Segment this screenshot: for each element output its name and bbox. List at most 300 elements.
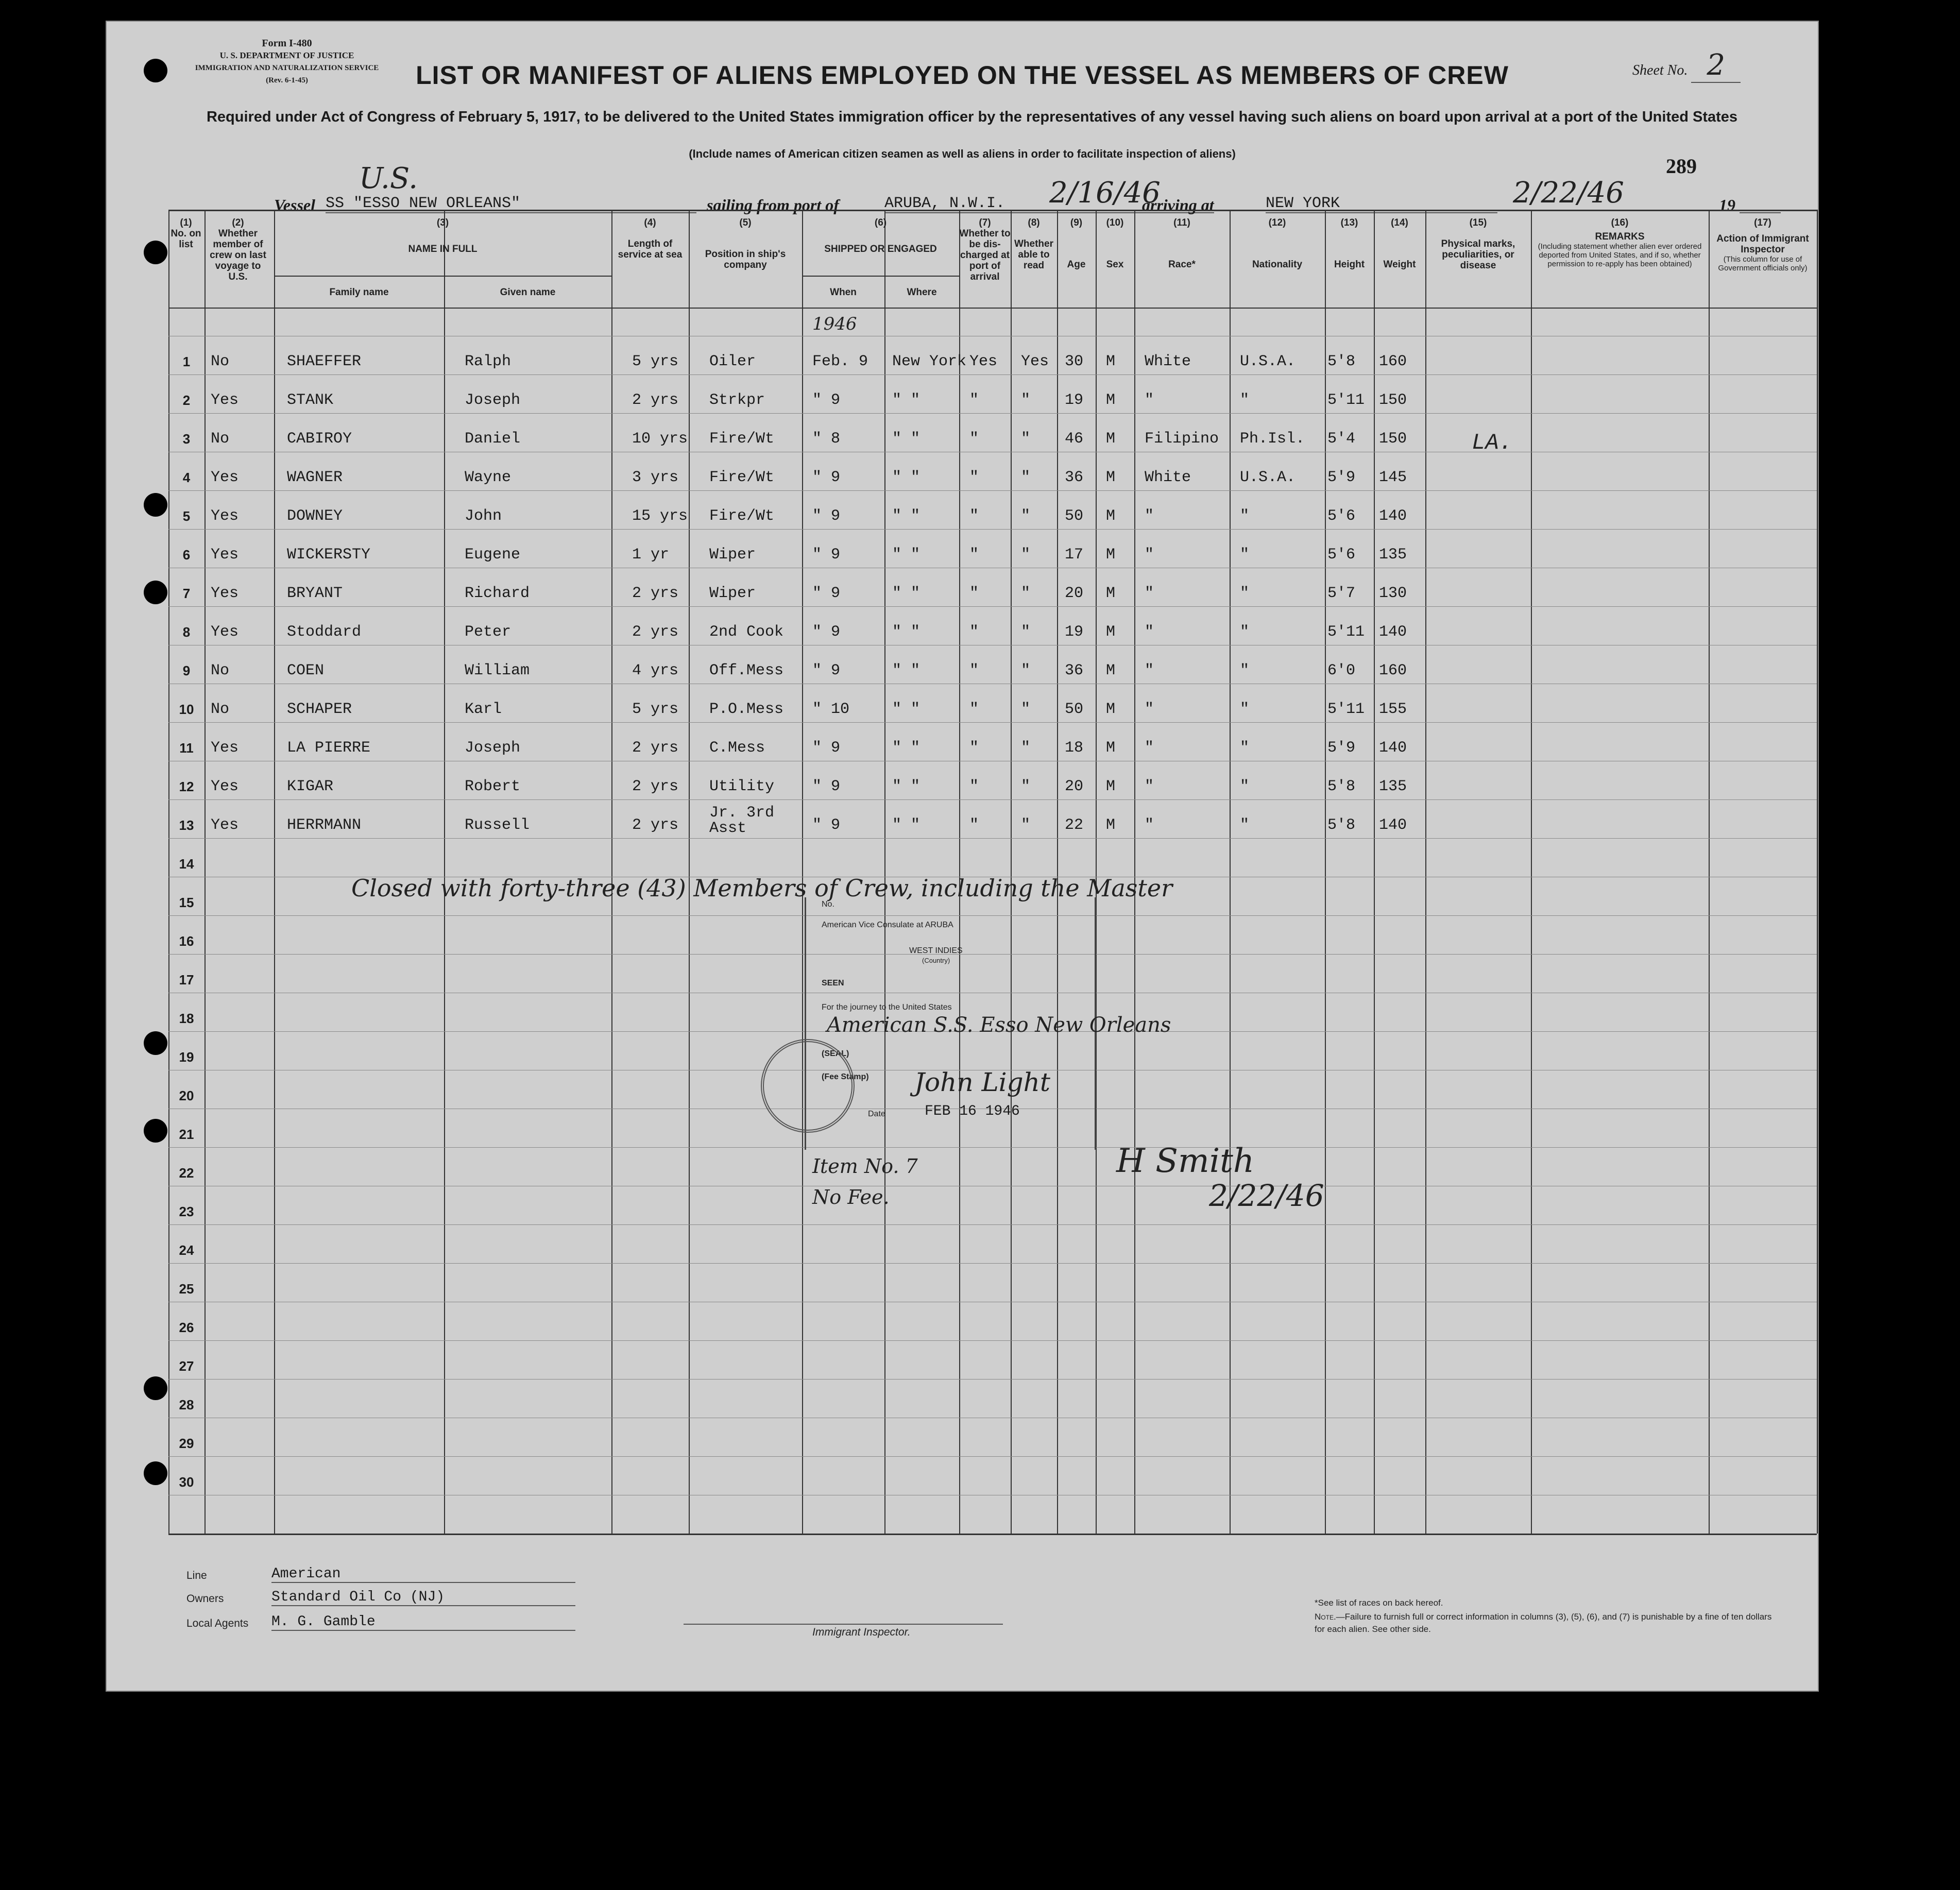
col9-header [1057,217,1096,270]
cell-given: Robert [465,778,521,795]
cell-when: " 9 [812,391,841,409]
col4-num: (4) [644,217,656,228]
row-rule [168,1224,1817,1225]
cell-when: " 9 [812,662,841,679]
col9-num: (9) [1070,217,1083,228]
name-subheader-line [274,276,611,277]
row-number: 4 [182,470,191,485]
cell-height: 5'9 [1327,739,1356,757]
cell-position: Off.Mess [709,662,784,679]
cell-family: KIGAR [287,778,334,795]
col5-label: Position in ship's company [705,249,786,270]
cell-last: Yes [211,816,239,834]
cell-sex: M [1106,507,1116,525]
column-divider [1011,210,1012,1534]
column-divider [959,210,960,1534]
cell-height: 5'8 [1327,353,1356,370]
inspector-signature: H Smith [1116,1142,1255,1180]
given-name-header: Given name [500,287,556,298]
col8-num: (8) [1028,217,1040,228]
cell-discharged: " [969,507,979,525]
inspector-note: (This column for use of Government officials only) [1718,255,1808,273]
punch-hole [144,581,167,604]
cell-service: 10 yrs [632,430,688,448]
races-note: *See list of races on back hereof. [1315,1598,1443,1608]
cell-weight: 140 [1379,739,1407,757]
year-label: 19 [1719,196,1735,214]
col7-num: (7) [979,217,991,228]
cell-where: " " [892,469,921,486]
cell-discharged: " [969,546,979,564]
cell-weight: 150 [1379,430,1407,448]
punch-hole [144,241,167,264]
family-name-header: Family name [329,287,389,298]
col11-header [1134,217,1230,270]
cell-where: " " [892,739,921,757]
cell-position: Jr. 3rd Asst [709,804,775,837]
include-note: (Include names of American citizen seamen as well as aliens in order to facilitate inspection of aliens) [689,147,1236,160]
cell-family: DOWNEY [287,507,343,525]
vessel-name: SS "ESSO NEW ORLEANS" [326,195,696,213]
stamp-seen: SEEN [822,979,844,987]
col16-num: (16) [1611,217,1629,228]
cell-weight: 130 [1379,585,1407,602]
cell-read: " [1021,662,1031,679]
cell-when: " 9 [812,585,841,602]
cell-nationality: " [1240,739,1250,757]
cell-service: 15 yrs [632,507,688,525]
row-number: 18 [179,1011,194,1026]
cell-nationality: " [1240,816,1250,834]
cell-age: 18 [1065,739,1084,757]
form-dept: U. S. DEPARTMENT OF JUSTICE [219,50,354,60]
form-service: IMMIGRATION AND NATURALIZATION SERVICE [195,64,379,72]
cell-given: Daniel [465,430,521,448]
cell-read: " [1021,778,1031,795]
cell-nationality: U.S.A. [1240,469,1296,486]
cell-age: 36 [1065,469,1084,486]
cell-discharged: " [969,701,979,718]
cell-read: Yes [1021,353,1049,370]
line-value: American [271,1566,575,1583]
port-from: ARUBA, N.W.I. [884,195,1214,213]
cell-where: " " [892,391,921,409]
col7-label: Whether to be dis-charged at port of arrival [959,228,1011,282]
column-divider [1057,210,1058,1534]
cell-weight: 140 [1379,623,1407,641]
table-bottom-border [168,1534,1817,1535]
inspector-blank [684,1608,1003,1625]
cell-last: No [211,353,230,370]
cell-weight: 150 [1379,391,1407,409]
stamp-country-label: (Country) [922,957,950,964]
cell-position: Strkpr [709,391,765,409]
cell-last: Yes [211,391,239,409]
column-divider [884,210,885,1534]
cell-sex: M [1106,353,1116,370]
row-number: 17 [179,972,194,987]
cell-family: STANK [287,391,334,409]
vessel-label: Vessel [274,196,315,214]
cell-nationality: Ph.Isl. [1240,430,1305,448]
col1-num: (1) [180,217,192,228]
cell-discharged: " [969,662,979,679]
cell-service: 2 yrs [632,391,679,409]
row-number: 26 [179,1320,194,1335]
row-number: 20 [179,1088,194,1103]
crew-table [168,210,1817,1534]
column-divider [1425,210,1426,1534]
cell-position: C.Mess [709,739,765,757]
cell-race: " [1145,778,1154,795]
row-number: 15 [179,895,194,910]
col13-header [1325,217,1374,270]
table-top-border [168,210,1817,211]
stamp-no-label: No. [822,900,834,909]
cell-last: No [211,701,230,718]
cell-position: 2nd Cook [709,623,784,641]
cell-where: " " [892,507,921,525]
cell-nationality: " [1240,778,1250,795]
col4-header [611,217,689,260]
sheet-label: Sheet No. [1632,62,1688,78]
cell-read: " [1021,391,1031,409]
cell-sex: M [1106,662,1116,679]
cell-given: Joseph [465,739,521,757]
cell-family: BRYANT [287,585,343,602]
cell-given: William [465,662,530,679]
line-label: Line [186,1570,207,1581]
row-rule [168,1379,1817,1380]
note-text: —Failure to furnish full or correct information in columns (3), (5), (6), and (7) is punishable by a fine of ten dollars for each alien. See other side. [1315,1612,1772,1634]
column-divider [274,210,275,1534]
cell-given: Ralph [465,353,512,370]
cell-nationality: " [1240,546,1250,564]
closing-note: Closed with forty-three (43) Members of Crew, including the Master [351,874,1173,902]
manifest-page [106,21,1819,1692]
stamp-date: FEB 16 1946 [925,1103,1020,1119]
cell-family: WAGNER [287,469,343,486]
sailing-label: sailing from port of [707,196,839,214]
cell-where: " " [892,816,921,834]
cell-last: Yes [211,546,239,564]
page-title: LIST OR MANIFEST OF ALIENS EMPLOYED ON THE VESSEL AS MEMBERS OF CREW [416,61,1509,90]
cell-weight: 145 [1379,469,1407,486]
cell-nationality: " [1240,391,1250,409]
col4-label: Length of service at sea [618,239,683,260]
cell-sex: M [1106,623,1116,641]
cell-height: 5'11 [1327,623,1365,641]
cell-race: Filipino [1145,430,1219,448]
row-rule [168,838,1817,839]
col8-header [1011,217,1057,271]
cell-where: " " [892,701,921,718]
cell-service: 2 yrs [632,739,679,757]
row-number: 14 [179,856,194,872]
col2-header [204,217,271,282]
row-number: 3 [182,431,191,447]
col2-label: Whether member of crew on last voyage to U.S. [210,228,266,282]
cell-race: White [1145,353,1191,370]
cell-last: Yes [211,623,239,641]
cell-height: 6'0 [1327,662,1356,679]
col1-header [168,217,203,250]
row-rule [168,413,1817,414]
cell-where: " " [892,662,921,679]
requirement-text: Required under Act of Congress of February 5, 1917, to be delivered to the United States immigration officer by the representatives of any vessel having such aliens on board upon arrival at a port of the United States [206,109,1738,125]
cell-position: Wiper [709,585,756,602]
cell-family: CABIROY [287,430,352,448]
col6-header [802,217,959,254]
col12-header [1230,217,1325,270]
col14-header [1374,217,1425,270]
arriving-label: arriving at [1142,196,1214,214]
cell-read: " [1021,469,1031,486]
cell-race: " [1145,507,1154,525]
inspector-label: Immigrant Inspector. [812,1626,911,1638]
row-number: 29 [179,1436,194,1451]
cell-sex: M [1106,391,1116,409]
cell-where: New York [892,353,967,370]
col10-header [1096,217,1134,270]
cell-where: " " [892,546,921,564]
cell-service: 4 yrs [632,662,679,679]
cell-sex: M [1106,585,1116,602]
row-rule [168,374,1817,375]
row-rule [168,799,1817,800]
stamp-consulate: American Vice Consulate at ARUBA [822,921,953,929]
cell-read: " [1021,507,1031,525]
row-number: 21 [179,1127,194,1142]
col17-header [1709,217,1817,273]
cell-discharged: " [969,816,979,834]
year-note: 1946 [812,314,857,334]
fine-note [1315,1611,1778,1636]
cell-service: 2 yrs [632,623,679,641]
cell-nationality: " [1240,623,1250,641]
row-number: 1 [182,354,191,369]
cell-read: " [1021,623,1031,641]
cell-when: " 10 [812,701,850,718]
page-number: 289 [1666,155,1697,178]
cell-discharged: " [969,469,979,486]
flag-handwritten: U.S. [359,162,418,195]
cell-position: Fire/Wt [709,507,775,525]
column-divider [1096,210,1097,1534]
cell-when: " 9 [812,469,841,486]
cell-given: Peter [465,623,512,641]
row-number: 25 [179,1281,194,1297]
cell-read: " [1021,430,1031,448]
owners-value: Standard Oil Co (NJ) [271,1589,575,1606]
cell-service: 1 yr [632,546,670,564]
col9-label: Age [1067,259,1086,270]
cell-sex: M [1106,778,1116,795]
row-number: 9 [182,663,191,678]
column-divider [168,210,169,1534]
inspector-date: 2/22/46 [1209,1178,1324,1213]
cell-age: 46 [1065,430,1084,448]
row-number: 24 [179,1242,194,1258]
col5-header [689,217,802,270]
column-divider [1134,210,1135,1534]
row-rule [168,529,1817,530]
port-to: NEW YORK [1266,195,1497,213]
cell-age: 19 [1065,391,1084,409]
shipped-subheader-line [802,276,959,277]
col13-label: Height [1334,259,1365,270]
col10-label: Sex [1106,259,1124,270]
col6-num: (6) [874,217,887,228]
cell-last: Yes [211,778,239,795]
cell-race: " [1145,585,1154,602]
punch-hole [144,1376,167,1400]
cell-family: SHAEFFER [287,353,362,370]
cell-when: " 8 [812,430,841,448]
cell-when: " 9 [812,816,841,834]
col12-label: Nationality [1252,259,1303,270]
note-label: Note. [1315,1612,1336,1622]
cell-nationality: " [1240,701,1250,718]
header-bottom-border [168,308,1817,309]
row-rule [168,606,1817,607]
col17-label: Action of Immigrant Inspector [1716,233,1809,255]
col2-num: (2) [232,217,244,228]
stamp-item: Item No. 7 [812,1155,918,1178]
cell-read: " [1021,816,1031,834]
col11-label: Race* [1168,259,1196,270]
row-number: 2 [182,393,191,408]
cell-age: 22 [1065,816,1084,834]
cell-given: John [465,507,502,525]
row-rule [168,490,1817,491]
cell-last: Yes [211,469,239,486]
punch-hole [144,1119,167,1143]
cell-discharged: " [969,430,979,448]
cell-where: " " [892,778,921,795]
cell-when: Feb. 9 [812,353,868,370]
row-number: 12 [179,779,194,794]
owners-label: Owners [186,1593,224,1605]
col11-num: (11) [1173,217,1190,228]
cell-discharged: " [969,391,979,409]
column-divider [1709,210,1710,1534]
col3-label: NAME IN FULL [408,244,478,254]
cell-height: 5'8 [1327,816,1356,834]
cell-age: 30 [1065,353,1084,370]
cell-nationality: U.S.A. [1240,353,1296,370]
column-divider [611,210,612,1534]
cell-nationality: " [1240,585,1250,602]
cell-family: Stoddard [287,623,362,641]
cell-given: Joseph [465,391,521,409]
row-number: 10 [179,702,194,717]
cell-weight: 160 [1379,662,1407,679]
cell-height: 5'11 [1327,391,1365,409]
cell-read: " [1021,739,1031,757]
col3-header [274,217,611,254]
col14-num: (14) [1391,217,1408,228]
cell-read: " [1021,701,1031,718]
sailing-date: 2/16/46 [1049,176,1161,210]
cell-family: WICKERSTY [287,546,371,564]
stamp-journey: For the journey to the United States [822,1003,952,1012]
cell-service: 2 yrs [632,778,679,795]
column-divider [1817,210,1818,1534]
row-number: 11 [179,740,194,756]
cell-age: 20 [1065,585,1084,602]
cell-where: " " [892,623,921,641]
agents-label: Local Agents [186,1617,249,1629]
where-header: Where [907,287,937,298]
cell-race: " [1145,546,1154,564]
cell-service: 2 yrs [632,585,679,602]
cell-when: " 9 [812,739,841,757]
cell-race: " [1145,739,1154,757]
col6-label: SHIPPED OR ENGAGED [824,244,937,254]
cell-race: " [1145,701,1154,718]
row-number: 8 [182,624,191,640]
cell-weight: 160 [1379,353,1407,370]
cell-weight: 135 [1379,546,1407,564]
row-rule [168,1456,1817,1457]
cell-position: Fire/Wt [709,430,775,448]
cell-position: Utility [709,778,775,795]
cell-last: Yes [211,585,239,602]
punch-hole [144,1031,167,1055]
col5-num: (5) [739,217,752,228]
cell-position: Wiper [709,546,756,564]
cell-height: 5'6 [1327,507,1356,525]
cell-age: 20 [1065,778,1084,795]
column-divider [1374,210,1375,1534]
cell-height: 5'9 [1327,469,1356,486]
cell-age: 17 [1065,546,1084,564]
col15-label: Physical marks, peculiarities, or disease [1441,239,1515,271]
cell-weight: 140 [1379,816,1407,834]
col13-num: (13) [1340,217,1358,228]
cell-race: White [1145,469,1191,486]
column-divider [444,210,445,1534]
cell-service: 5 yrs [632,701,679,718]
cell-last: Yes [211,739,239,757]
cell-position: Oiler [709,353,756,370]
row-number: 5 [182,508,191,524]
row-number: 23 [179,1204,194,1219]
cell-position: P.O.Mess [709,701,784,718]
col8-label: Whether able to read [1014,239,1053,271]
cell-when: " 9 [812,507,841,525]
form-id: Form I-480 [262,38,312,49]
punch-hole [144,1461,167,1485]
column-divider [1325,210,1326,1534]
cell-where: " " [892,430,921,448]
row-rule [168,722,1817,723]
cell-race: " [1145,816,1154,834]
stamp-ship-handwritten: American S.S. Esso New Orleans [827,1013,1171,1037]
col16-label: REMARKS [1595,231,1645,242]
stamp-date-label: Date [868,1110,885,1118]
when-header: When [830,287,857,298]
stamp-country: WEST INDIES [909,946,963,955]
cell-height: 5'8 [1327,778,1356,795]
col15-header [1425,217,1531,271]
cell-family: SCHAPER [287,701,352,718]
col14-label: Weight [1383,259,1416,270]
cell-service: 5 yrs [632,353,679,370]
cell-nationality: " [1240,662,1250,679]
cell-race: " [1145,662,1154,679]
